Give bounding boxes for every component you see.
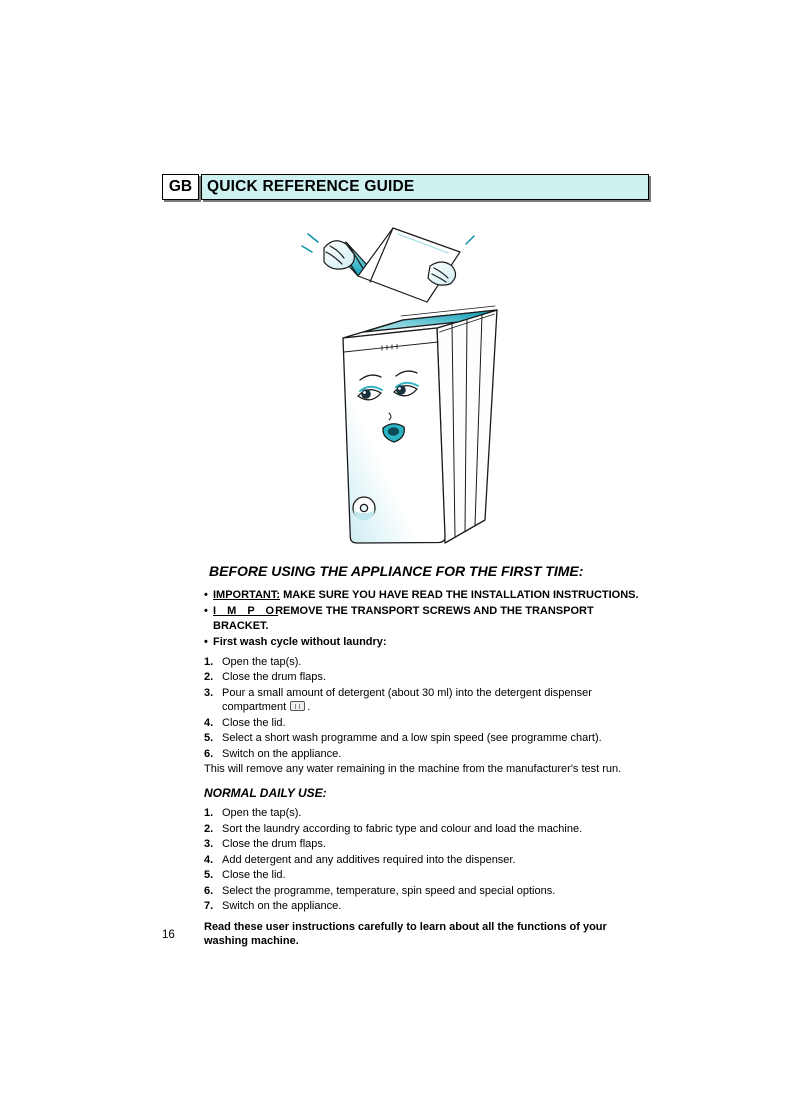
step-number: 3.	[204, 686, 214, 699]
page-number: 16	[162, 929, 175, 941]
bullet-marker: •	[204, 588, 208, 601]
step-item	[204, 853, 650, 868]
washing-machine-svg	[290, 220, 530, 550]
instruction-book-icon	[324, 228, 460, 302]
daily-use-steps	[204, 806, 650, 914]
washing-machine-body	[343, 306, 497, 543]
right-hand-icon	[428, 262, 456, 285]
step-item	[204, 806, 650, 821]
step-number: 3.	[204, 838, 214, 850]
step-item	[204, 822, 650, 837]
content	[204, 564, 650, 949]
bullet-marker: •	[204, 636, 208, 648]
page-header	[162, 174, 649, 200]
step-item	[204, 686, 650, 715]
step-number: 2.	[204, 671, 214, 683]
step-text: Close the lid.	[222, 716, 286, 729]
step-text: Close the lid.	[222, 869, 286, 881]
step-item	[204, 716, 650, 731]
step-item	[204, 670, 650, 685]
step-number: 2.	[204, 822, 214, 835]
step-item	[204, 837, 650, 852]
bullet-first-wash	[204, 635, 650, 650]
step-text: Switch on the appliance.	[222, 747, 342, 760]
step-item	[204, 731, 650, 746]
detergent-dispenser-icon	[290, 701, 305, 711]
step-text-suffix: .	[307, 701, 311, 713]
step-text: Open the tap(s).	[222, 807, 302, 819]
page-title: QUICK REFERENCE GUIDE	[201, 174, 649, 200]
bullet-important-transport	[204, 604, 650, 633]
step-number: 4.	[204, 716, 214, 729]
step-text: Close the drum flaps.	[222, 838, 326, 850]
bullet-important-installation	[204, 588, 650, 603]
step-item	[204, 899, 650, 914]
step-text: Select a short wash programme and a low spin speed (see programme chart).	[222, 732, 602, 744]
left-hand-icon	[324, 241, 354, 269]
read-instructions-note: Read these user instructions carefully to learn about all the functions of your washing machine.	[204, 920, 607, 947]
first-use-note: This will remove any water remaining in the machine from the manufacturer's test run.	[204, 763, 622, 775]
first-use-steps	[204, 655, 650, 762]
step-text: Select the programme, temperature, spin speed and special options.	[222, 884, 556, 897]
step-number: 6.	[204, 747, 214, 760]
step-text: Switch on the appliance.	[222, 900, 342, 912]
step-item	[204, 655, 650, 670]
important-label: IMPORTANT:	[213, 588, 281, 601]
bullet-important-installation-text	[213, 588, 639, 603]
first-wash-note: First wash cycle without laundry:	[213, 636, 387, 648]
important-text: MAKE SURE YOU HAVE READ THE INSTALLATION INSTRUCTIONS.	[283, 588, 639, 601]
step-text: Open the tap(s).	[222, 655, 302, 668]
step-number: 5.	[204, 732, 214, 744]
pump-door-icon	[353, 497, 375, 520]
step-item	[204, 868, 650, 883]
important-text: REMOVE THE TRANSPORT SCREWS AND THE TRANSPORT BRACKET.	[213, 605, 594, 632]
step-number: 6.	[204, 884, 214, 897]
step-item	[204, 884, 650, 899]
step-text: Sort the laundry according to fabric type and colour and load the machine.	[222, 822, 583, 835]
important-label-glitched: I M P O	[213, 605, 279, 617]
language-tag: GB	[162, 174, 199, 200]
washing-machine-illustration	[290, 220, 530, 550]
bullet-important-transport-text	[213, 604, 650, 633]
step-number: 5.	[204, 869, 214, 881]
step-number: 4.	[204, 853, 214, 866]
heading-before-first-use: BEFORE USING THE APPLIANCE FOR THE FIRST TIME:	[209, 563, 584, 579]
step-text: Close the drum flaps.	[222, 671, 326, 683]
step-number: 1.	[204, 807, 214, 819]
step-text	[222, 686, 650, 715]
step-item	[204, 747, 650, 762]
bullet-marker: •	[204, 605, 208, 617]
step-number: 7.	[204, 900, 214, 912]
step-number: 1.	[204, 655, 214, 668]
step-text-part: Pour a small amount of detergent (about 30 ml) into the detergent dispenser compartment	[222, 686, 592, 713]
heading-normal-daily-use: NORMAL DAILY USE:	[204, 785, 327, 800]
step-text: Add detergent and any additives required into the dispenser.	[222, 853, 516, 866]
